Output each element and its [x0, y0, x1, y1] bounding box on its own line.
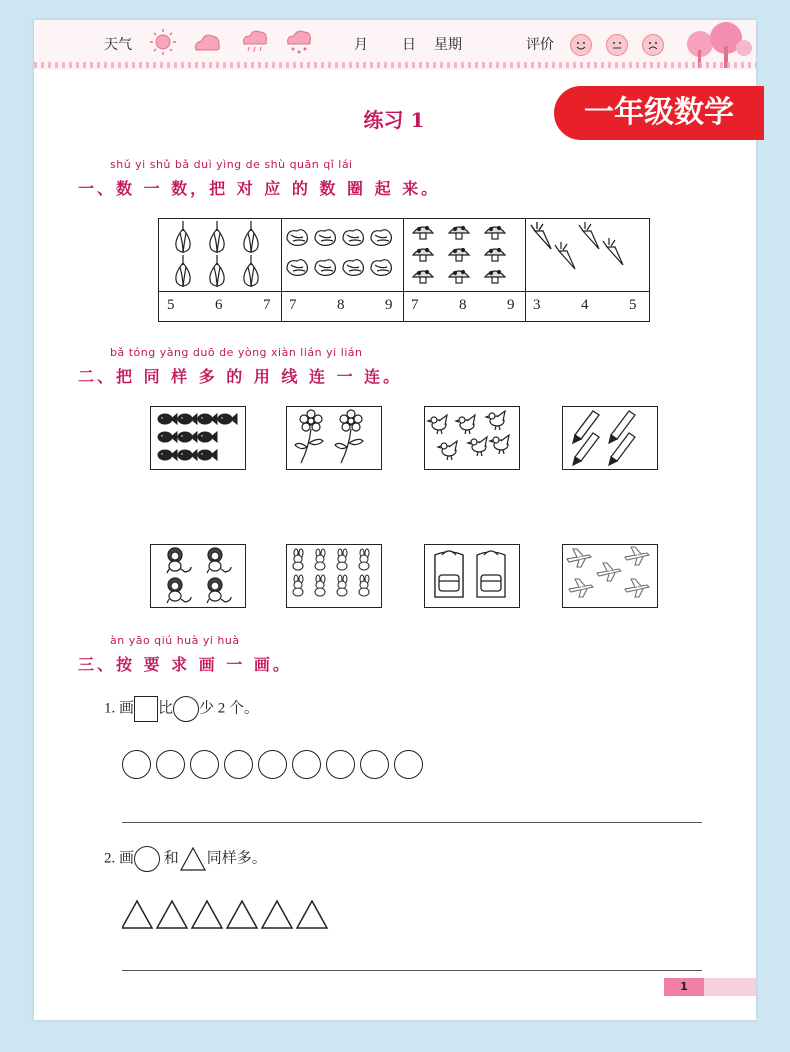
monkey-card[interactable] — [150, 544, 246, 608]
sun-icon — [148, 28, 178, 56]
number-option[interactable]: 9 — [385, 297, 393, 313]
worksheet-page — [34, 20, 756, 1020]
question-1-mid: 比 — [158, 700, 174, 717]
number-option[interactable]: 3 — [533, 297, 541, 313]
snow-icon — [284, 28, 314, 56]
circle-row — [122, 750, 428, 783]
fish-card[interactable] — [150, 406, 246, 470]
airplane-card[interactable] — [562, 544, 658, 608]
triangle-item — [262, 901, 292, 928]
circle-shape — [134, 846, 160, 872]
number-option[interactable]: 5 — [629, 297, 637, 313]
circle-item — [394, 750, 423, 779]
grass-border — [34, 62, 756, 68]
weekday-label: 星期 — [434, 37, 462, 53]
question-2-prefix: 2. 画 — [104, 850, 135, 867]
fish-icon — [151, 407, 245, 469]
circle-item — [326, 750, 355, 779]
section1-heading: 一、数 一 数，把 对 应 的 数 圈 起 来。 — [78, 179, 441, 198]
triangle-shape — [179, 846, 207, 872]
header-bar — [34, 20, 756, 70]
monkey-icon — [151, 545, 245, 607]
sad-face-icon — [642, 34, 664, 56]
flower-icon — [287, 407, 381, 469]
number-option[interactable]: 5 — [167, 297, 175, 313]
number-option[interactable]: 7 — [289, 297, 297, 313]
section3-heading: 三、按 要 求 画 一 画。 — [78, 655, 292, 674]
month-label: 月 — [354, 37, 368, 53]
answer-line-2[interactable] — [122, 970, 702, 971]
rabbit-card[interactable] — [286, 544, 382, 608]
answer-line-1[interactable] — [122, 822, 702, 823]
number-row — [159, 291, 649, 322]
question-1-suffix: 少 2 个。 — [199, 700, 260, 717]
question-2-suffix: 同样多。 — [206, 850, 267, 867]
circle-item — [190, 750, 219, 779]
pencil-card[interactable] — [562, 406, 658, 470]
pencil-icon — [563, 407, 657, 469]
carrot-cell — [525, 219, 648, 291]
triangle-item — [157, 901, 187, 928]
number-option[interactable]: 7 — [411, 297, 419, 313]
number-option[interactable]: 6 — [215, 297, 223, 313]
neutral-face-icon — [606, 34, 628, 56]
page-number: 1 — [664, 978, 704, 996]
backpack-icon — [425, 545, 519, 607]
circle-item — [258, 750, 287, 779]
rain-icon — [240, 28, 270, 56]
rating-label: 评价 — [526, 37, 554, 53]
section2-pinyin: bǎ tóng yàng duō de yòng xiàn lián yi lián — [110, 346, 363, 359]
circle-shape — [173, 696, 199, 722]
counting-table — [158, 218, 650, 322]
bird-card[interactable] — [424, 406, 520, 470]
flower-card[interactable] — [286, 406, 382, 470]
mushroom-icon — [403, 219, 525, 291]
number-option[interactable]: 8 — [459, 297, 467, 313]
question-1-prefix: 1. 画 — [104, 700, 135, 717]
section3-pinyin: àn yāo qiú huà yi huà — [110, 634, 240, 647]
section1-pinyin: shǔ yi shǔ bǎ duì yìng de shù quān qǐ lái — [110, 158, 353, 171]
rabbit-icon — [287, 545, 381, 607]
mushroom-cell — [403, 219, 526, 291]
day-label: 日 — [402, 37, 416, 53]
number-option[interactable]: 9 — [507, 297, 515, 313]
carrot-icon — [525, 219, 647, 291]
triangle-row — [122, 898, 342, 932]
triangle-item — [192, 901, 222, 928]
section2-heading: 二、把 同 样 多 的 用 线 连 一 连。 — [78, 367, 403, 386]
circle-item — [360, 750, 389, 779]
cloud-icon — [192, 28, 222, 56]
triangle-item — [227, 901, 257, 928]
triangle-item — [297, 901, 327, 928]
question-1 — [104, 696, 259, 722]
happy-face-icon — [570, 34, 592, 56]
circle-item — [224, 750, 253, 779]
cabbage-icon — [281, 219, 403, 291]
circle-item — [292, 750, 321, 779]
onion-icon — [159, 219, 281, 291]
question-2-mid: 和 — [160, 850, 179, 867]
square-shape — [134, 696, 158, 722]
page-title: 练习 1 — [363, 108, 425, 132]
circle-item — [122, 750, 151, 779]
grade-badge: 一年级数学 — [554, 86, 764, 140]
backpack-card[interactable] — [424, 544, 520, 608]
weather-label: 天气 — [104, 37, 132, 53]
number-option[interactable]: 4 — [581, 297, 589, 313]
number-option[interactable]: 7 — [263, 297, 271, 313]
page-number-bar — [704, 978, 756, 996]
question-2 — [104, 846, 267, 872]
onion-cell — [159, 219, 282, 291]
circle-item — [156, 750, 185, 779]
triangle-item — [122, 901, 152, 928]
airplane-icon — [563, 545, 657, 607]
number-option[interactable]: 8 — [337, 297, 345, 313]
cabbage-cell — [281, 219, 404, 291]
bird-icon — [425, 407, 519, 469]
